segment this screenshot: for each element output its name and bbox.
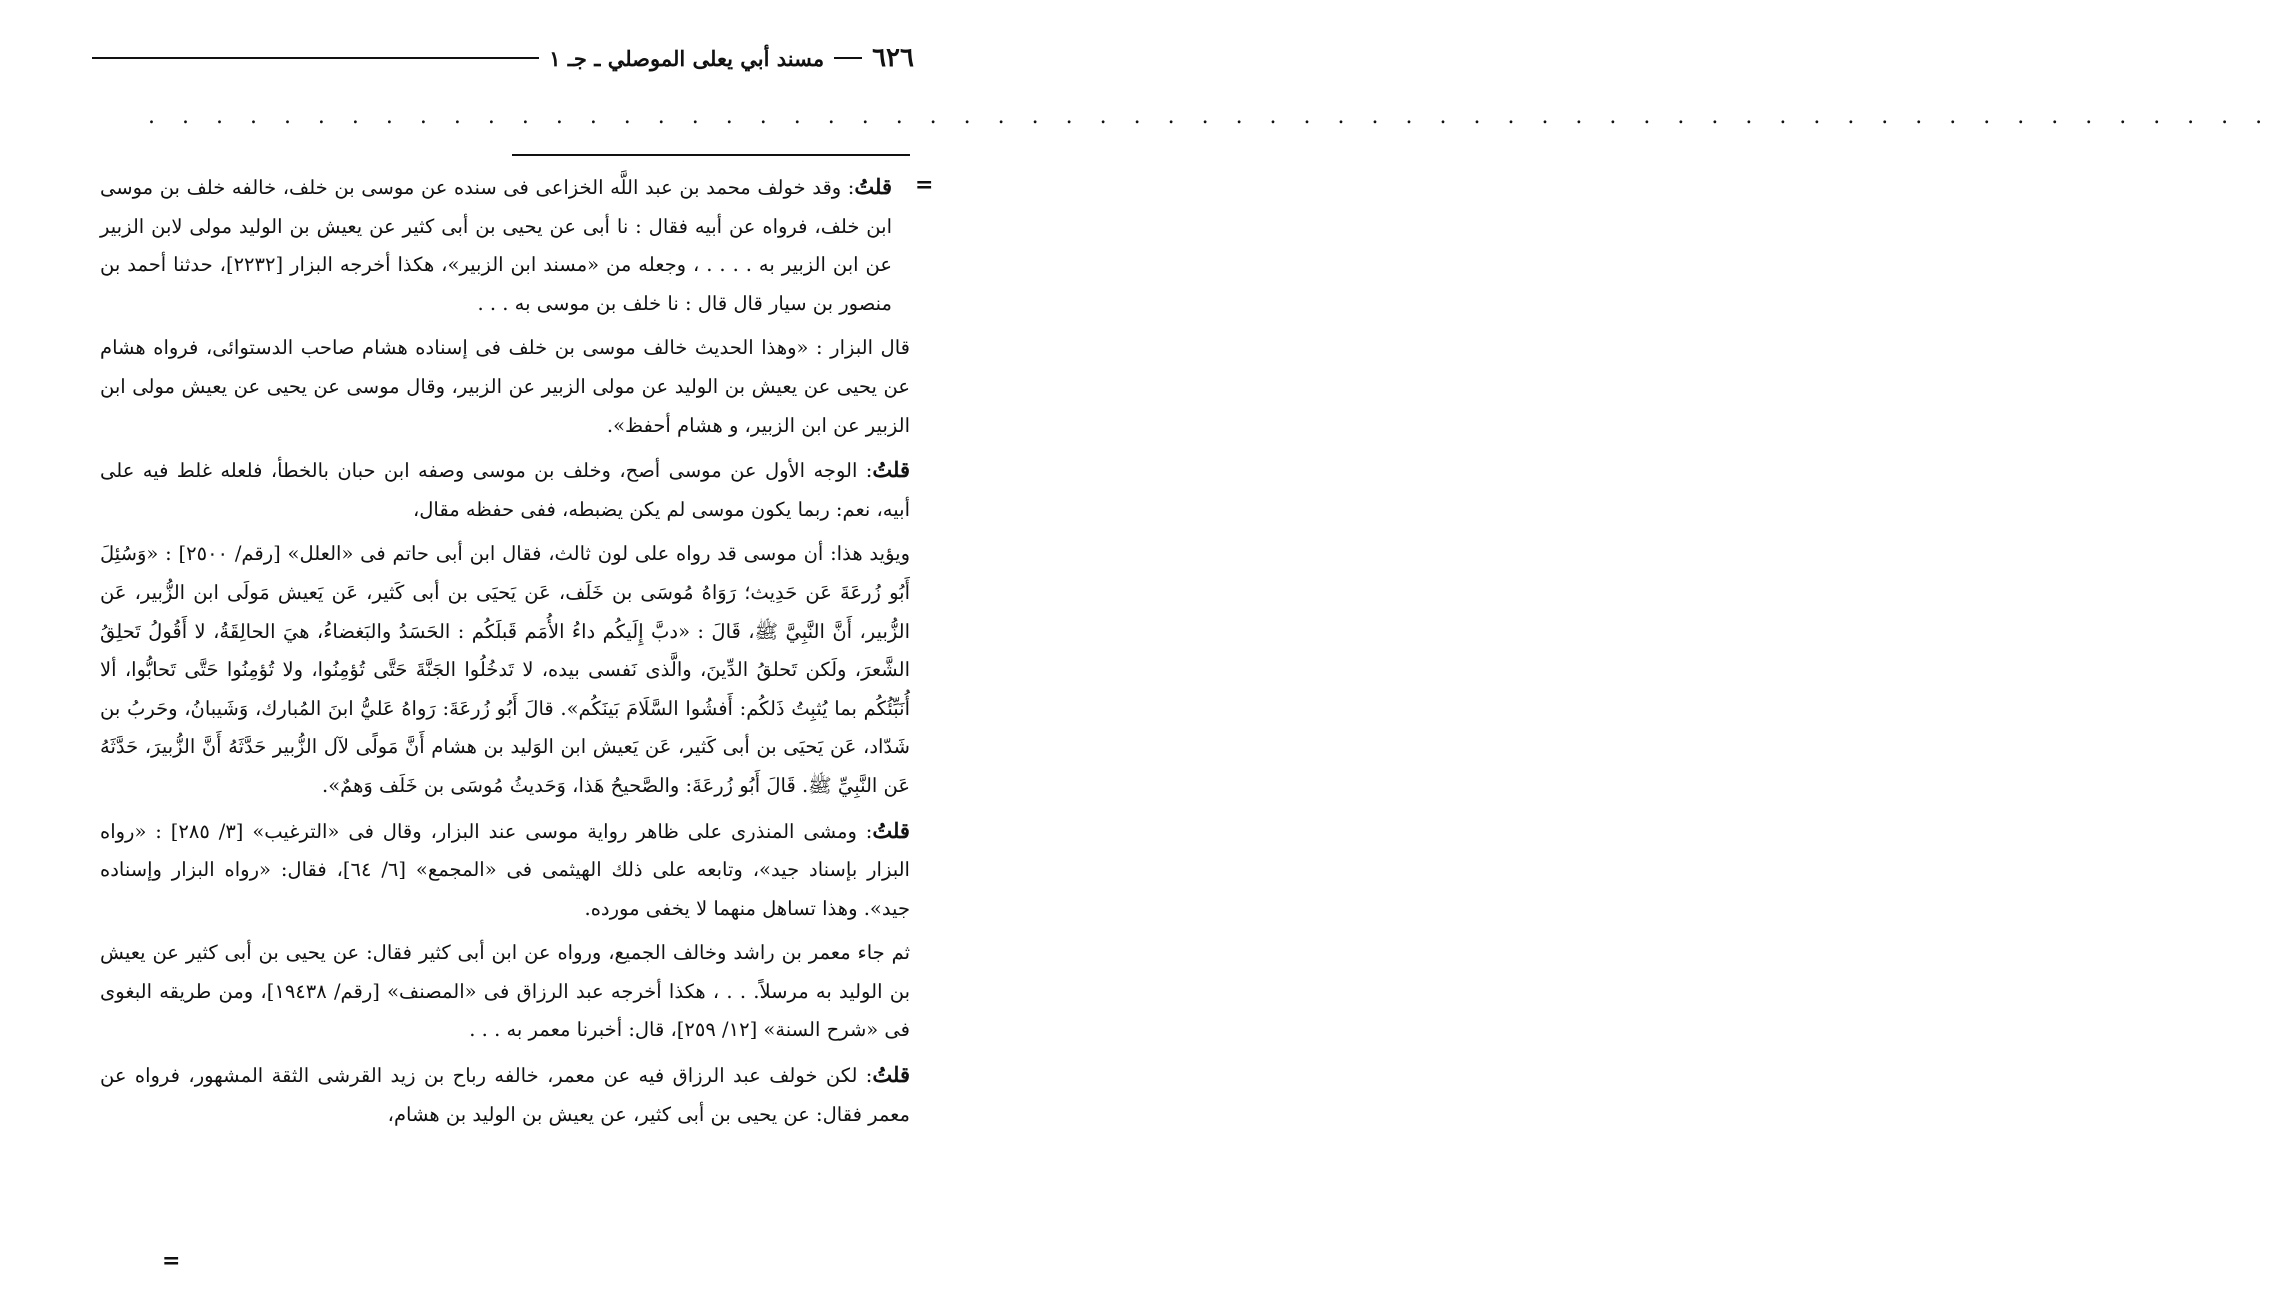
- book-title: مسند أبي يعلى الموصلي ـ جـ ١: [549, 45, 825, 71]
- paragraph-text: : الوجه الأول عن موسى أصح، وخلف بن موسى وصفه ابن حبان بالخطأ، فلعله غلط فيه على أبيه، نعم: ربما يكون موسى لم يكن يضبطه، ففى حفظه مقال،: [100, 459, 910, 521]
- keyword-qultu: قلتُ: [854, 174, 892, 199]
- footnote-body: [100, 168, 910, 1288]
- paragraph-text: : ومشى المنذرى على ظاهر رواية موسى عند البزار، وقال فى «الترغيب» [٣/ ٢٨٥] : «رواه البزار بإسناد جيد»، وتابعه على ذلك الهيثمى فى «المجمع» [٦/ ٦٤]، فقال: «رواه البزار وإسناده جيد». وهذا تساهل منهما لا يخفى مورده.: [100, 819, 910, 920]
- keyword-qultu: قلتُ: [872, 457, 910, 483]
- dotted-separator: . . . . . . . . . . . . . . . . . . . . . . . . . . . . . . . . . . . . . . . . . . . . . . . . . . . . . . . . . . . . . . .: [148, 104, 2272, 129]
- paragraph-1: [100, 168, 892, 323]
- page-number: ٦٢٦: [872, 43, 914, 73]
- footnote-separator: [512, 154, 910, 156]
- paragraph-6: [100, 934, 910, 1050]
- paragraph-2: [100, 329, 910, 445]
- page-header: [92, 38, 914, 78]
- keyword-qultu: قلتُ: [872, 817, 910, 843]
- paragraph-text: : وقد خولف محمد بن عبد اللَّه الخزاعى فى سنده عن موسى بن خلف، خالفه خلف بن موسى ابن خلف، فرواه عن أبيه فقال : نا أبى عن يحيى بن أبى كثير عن يعيش بن الوليد مولى لابن الزبير عن ابن الزبير به . . . . ، وجعله من «مسند ابن الزبير»، هكذا أخرجه البزار [٢٢٣٢]، حدثنا أحمد بن منصور بن سيار قال قال : نا خلف بن موسى به . . .: [100, 176, 892, 315]
- header-rule: [92, 57, 539, 59]
- paragraph-text: ثم جاء معمر بن راشد وخالف الجميع، ورواه عن ابن أبى كثير فقال: عن يحيى بن أبى كثير عن يعيش بن الوليد به مرسلاً. . . ، هكذا أخرجه عبد الرزاق فى «المصنف» [رقم/ ١٩٤٣٨]، ومن طريقه البغوى فى «شرح السنة» [١٢/ ٢٥٩]، قال: أخبرنا معمر به . . .: [100, 941, 911, 1042]
- keyword-qultu: قلتُ: [872, 1062, 910, 1088]
- continuation-mark-end: =: [162, 1248, 181, 1274]
- paragraph-5: [100, 812, 910, 929]
- paragraph-7: [100, 1056, 910, 1134]
- header-rule-left: [834, 57, 862, 59]
- continuation-mark-start: =: [915, 172, 934, 198]
- paragraph-text: ويؤيد هذا: أن موسى قد رواه على لون ثالث، فقال ابن أبى حاتم فى «العلل» [رقم/ ٢٥٠٠] : «وَسُئِلَ أَبُو زُرعَةَ عَن حَدِيث؛ رَوَاهُ مُوسَى بن خَلَف، عَن يَحيَى بن أبى كَثير، عَن يَعيش مَولَى ابن الزُّبير، عَن الزُّبير، أَنَّ النَّبِيَّ ﷺ، قَالَ : «دبَّ إِلَيكُم داءُ الأُمَم قَبلَكُم : الحَسَدُ والبَغضاءُ، هيَ الحالِقَةُ، لا أَقُولُ تَحلِقُ الشَّعرَ، ولَكن تَحلقُ الدِّينَ، والَّذى نَفسى بيده، لا تَدخُلُوا الجَنَّةَ حَتَّى تُؤمِنُوا، ولا تُؤمِنُوا حَتَّى تَحابُّوا، ألا أُنَبِّئُكُم بما يُثبِتُ ذَلكُم: أَفشُوا السَّلَامَ بَينَكُم». قالَ أَبُو زُرعَةَ: رَواهُ عَليُّ ابنَ المُبارك، وَشَيبانُ، وحَربُ بن شَدّاد، عَن يَحيَى بن أبى كَثير، عَن يَعيش ابن الوَليد بن هشام أَنَّ مَولًى لآل الزُّبير حَدَّثَهُ أَنَّ الزُّبيرَ، حَدَّثَهُ عَن النَّبِيِّ ﷺ. قَالَ أَبُو زُرعَةَ: والصَّحيحُ هَذا، وَحَديثُ مُوسَى بن خَلَف وَهمٌ».: [100, 542, 911, 797]
- paragraph-text: قال البزار : «وهذا الحديث خالف موسى بن خلف فى إسناده هشام صاحب الدستوائى، فرواه هشام عن يحيى عن يعيش بن الوليد عن مولى الزبير عن الزبير، وقال موسى عن يحيى عن يعيش مولى ابن الزبير عن ابن الزبير، و هشام أحفظ».: [100, 336, 910, 437]
- paragraph-3: [100, 451, 910, 529]
- paragraph-4: [100, 535, 910, 805]
- paragraph-text: : لكن خولف عبد الرزاق فيه عن معمر، خالفه رباح بن زيد القرشى الثقة المشهور، فرواه عن معمر فقال: عن يحيى بن أبى كثير، عن يعيش بن الوليد بن هشام،: [100, 1064, 910, 1126]
